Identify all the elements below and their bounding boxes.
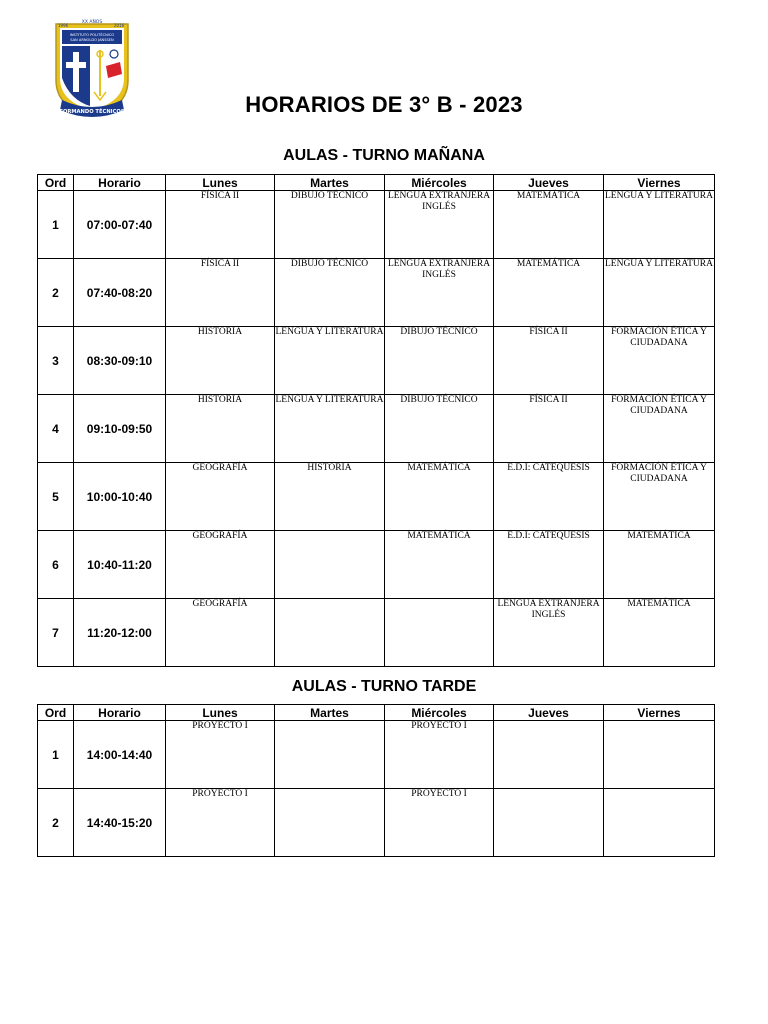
afternoon-section-title: AULAS - TURNO TARDE <box>291 678 477 695</box>
subject-cell <box>604 789 715 857</box>
subject-cell <box>494 721 604 789</box>
subject-cell: DIBUJO TÉCNICO <box>385 395 494 463</box>
column-header-miercoles: Miércoles <box>385 705 494 721</box>
afternoon-schedule-table <box>37 704 715 857</box>
time-cell: 10:00-10:40 <box>74 463 166 531</box>
subject-cell: MATEMÁTICA <box>494 191 604 259</box>
table-row <box>38 395 715 463</box>
page-title: HORARIOS DE 3° B - 2023 <box>245 92 523 117</box>
subject-cell: FORMACIÓN ÉTICA Y CIUDADANA <box>604 463 715 531</box>
subject-cell: MATEMÁTICA <box>604 599 715 667</box>
subject-cell: GEOGRAFÍA <box>166 599 275 667</box>
logo-year-right: 2016 <box>114 23 125 28</box>
subject-cell: MATEMÁTICA <box>385 531 494 599</box>
column-header-viernes: Viernes <box>604 175 715 191</box>
table-row <box>38 531 715 599</box>
time-cell: 14:00-14:40 <box>74 721 166 789</box>
ord-cell: 3 <box>38 327 74 395</box>
time-cell: 09:10-09:50 <box>74 395 166 463</box>
column-header-horario: Horario <box>74 705 166 721</box>
subject-cell: PROYECTO I <box>385 789 494 857</box>
table-row <box>38 191 715 259</box>
time-cell: 07:40-08:20 <box>74 259 166 327</box>
table-row <box>38 463 715 531</box>
subject-cell: FÍSICA II <box>494 327 604 395</box>
subject-cell <box>275 789 385 857</box>
column-header-miercoles: Miércoles <box>385 175 494 191</box>
ord-cell: 5 <box>38 463 74 531</box>
time-cell: 10:40-11:20 <box>74 531 166 599</box>
time-cell: 08:30-09:10 <box>74 327 166 395</box>
ord-cell: 2 <box>38 789 74 857</box>
subject-cell: E.D.I: CATEQUESIS <box>494 463 604 531</box>
subject-cell: DIBUJO TÉCNICO <box>385 327 494 395</box>
subject-cell: GEOGRAFÍA <box>166 531 275 599</box>
subject-cell <box>604 721 715 789</box>
subject-cell: HISTORIA <box>275 463 385 531</box>
column-header-ord: Ord <box>38 175 74 191</box>
subject-cell: LENGUA Y LITERATURA <box>275 327 385 395</box>
ord-cell: 6 <box>38 531 74 599</box>
logo-year-left: 1996 <box>58 23 69 28</box>
table-row <box>38 789 715 857</box>
subject-cell: PROYECTO I <box>385 721 494 789</box>
subject-cell: E.D.I: CATEQUESIS <box>494 531 604 599</box>
subject-cell: LENGUA Y LITERATURA <box>275 395 385 463</box>
ord-cell: 1 <box>38 721 74 789</box>
ord-cell: 4 <box>38 395 74 463</box>
table-row <box>38 327 715 395</box>
table-row <box>38 259 715 327</box>
logo-motto: FORMANDO TÉCNICOS <box>59 109 125 115</box>
svg-text:INSTITUTO POLITÉCNICO: INSTITUTO POLITÉCNICO <box>69 33 115 37</box>
column-header-martes: Martes <box>275 705 385 721</box>
ord-cell: 1 <box>38 191 74 259</box>
column-header-jueves: Jueves <box>494 705 604 721</box>
morning-section-title: AULAS - TURNO MAÑANA <box>283 147 485 164</box>
column-header-horario: Horario <box>74 175 166 191</box>
column-header-lunes: Lunes <box>166 175 275 191</box>
subject-cell: LENGUA EXTRANJERA INGLÉS <box>494 599 604 667</box>
column-header-viernes: Viernes <box>604 705 715 721</box>
subject-cell: HISTORIA <box>166 327 275 395</box>
subject-cell: GEOGRAFÍA <box>166 463 275 531</box>
subject-cell <box>275 531 385 599</box>
ord-cell: 2 <box>38 259 74 327</box>
morning-header-row <box>38 175 715 191</box>
column-header-lunes: Lunes <box>166 705 275 721</box>
time-cell: 11:20-12:00 <box>74 599 166 667</box>
time-cell: 14:40-15:20 <box>74 789 166 857</box>
subject-cell: MATEMÁTICA <box>494 259 604 327</box>
subject-cell: LENGUA EXTRANJERA INGLÉS <box>385 191 494 259</box>
subject-cell: LENGUA EXTRANJERA INGLÉS <box>385 259 494 327</box>
subject-cell <box>275 599 385 667</box>
table-row <box>38 599 715 667</box>
subject-cell: FORMACIÓN ÉTICA Y CIUDADANA <box>604 327 715 395</box>
column-header-jueves: Jueves <box>494 175 604 191</box>
subject-cell <box>494 789 604 857</box>
subject-cell: LENGUA Y LITERATURA <box>604 191 715 259</box>
subject-cell: PROYECTO I <box>166 789 275 857</box>
column-header-martes: Martes <box>275 175 385 191</box>
subject-cell: FÍSICA II <box>166 191 275 259</box>
subject-cell: MATEMÁTICA <box>385 463 494 531</box>
afternoon-header-row <box>38 705 715 721</box>
subject-cell <box>385 599 494 667</box>
subject-cell: HISTORIA <box>166 395 275 463</box>
subject-cell: FORMACIÓN ÉTICA Y CIUDADANA <box>604 395 715 463</box>
column-header-ord: Ord <box>38 705 74 721</box>
subject-cell <box>275 721 385 789</box>
subject-cell: FÍSICA II <box>494 395 604 463</box>
subject-cell: MATEMÁTICA <box>604 531 715 599</box>
ord-cell: 7 <box>38 599 74 667</box>
subject-cell: LENGUA Y LITERATURA <box>604 259 715 327</box>
table-row <box>38 721 715 789</box>
subject-cell: DIBUJO TÉCNICO <box>275 191 385 259</box>
subject-cell: PROYECTO I <box>166 721 275 789</box>
subject-cell: FÍSICA II <box>166 259 275 327</box>
logo-top-text: XX AÑOS <box>81 20 103 25</box>
morning-schedule-table <box>37 174 715 667</box>
time-cell: 07:00-07:40 <box>74 191 166 259</box>
subject-cell: DIBUJO TÉCNICO <box>275 259 385 327</box>
svg-text:SAN ARNOLDO JANSSEN: SAN ARNOLDO JANSSEN <box>70 38 114 42</box>
